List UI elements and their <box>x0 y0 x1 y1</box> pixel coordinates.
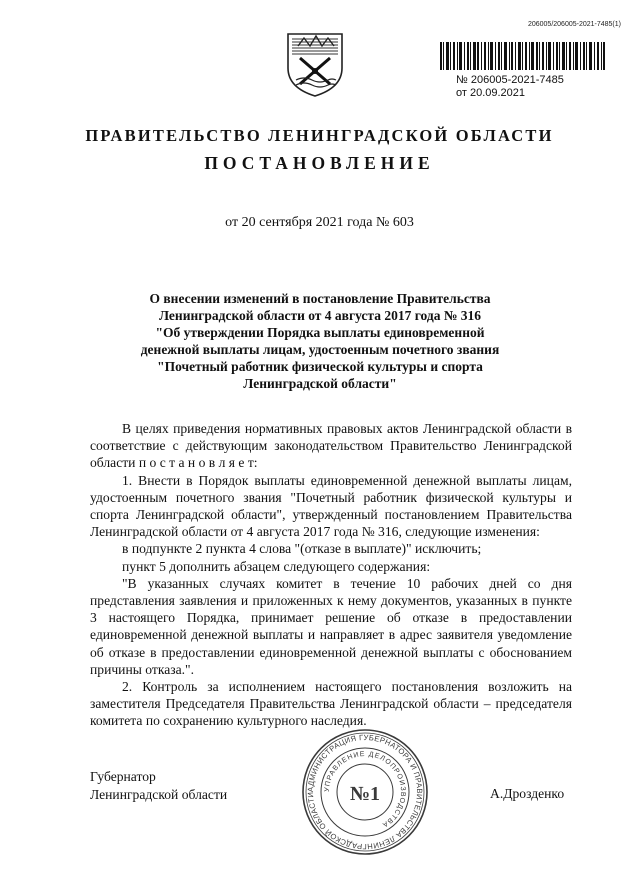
signatory-position-line: Ленинградской области <box>90 787 228 802</box>
signatory-position <box>90 768 227 804</box>
title-line: Ленинградской области" <box>243 376 397 391</box>
paragraph-preamble: В целях приведения нормативных правовых актов Ленинградской области в соответствие с действующим законодательством Правительство Ленинградской области п о с т а н о в л я е т: <box>90 421 572 471</box>
paragraph-quoted-text: "В указанных случаях комитет в течение 10 рабочих дней со дня представления заявления и приложенных к нему документов, указанных в пункте 3 настоящего Порядка, принимает решение об отказе в предоставлении единовременной денежной выплаты и направляет в адрес заявителя уведомление об отказе в предоставлении единовременной денежной выплаты с обоснованием причины отказа.". <box>90 575 572 677</box>
signatory-position-line: Губернатор <box>90 769 156 784</box>
paragraph-change-2: пункт 5 дополнить абзацем следующего содержания: <box>122 558 431 574</box>
title-line: денежной выплаты лицам, удостоенным почетного звания <box>140 342 500 357</box>
decree-date-number: от 20 сентября 2021 года № 603 <box>225 215 414 230</box>
decree-body <box>90 420 572 730</box>
signatory-name: А.Дрозденко <box>490 786 565 801</box>
paragraph-change-1: в подпункте 2 пункта 4 слова "(отказе в выплате)" исключить; <box>122 541 482 557</box>
decree-title <box>120 290 520 392</box>
issuing-authority: ПРАВИТЕЛЬСТВО ЛЕНИНГРАДСКОЙ ОБЛАСТИ <box>85 126 554 145</box>
registration-info <box>456 74 564 100</box>
seal-number: №1 <box>349 783 381 805</box>
barcode-image <box>440 42 605 70</box>
seal-inner-text: УПРАВЛЕНИЕ ДЕЛОПРОИЗВОДСТВА <box>323 750 407 829</box>
seal-ring-text: АДМИНИСТРАЦИЯ ГУБЕРНАТОРА И ПРАВИТЕЛЬСТВА ЛЕНИНГРАДСКОЙ ОБЛАСТИ <box>305 732 425 852</box>
coat-of-arms-emblem <box>284 30 346 98</box>
document-id: 206005/206005-2021-7485(1) <box>527 21 621 28</box>
title-line: Ленинградской области от 4 августа 2017 года № 316 <box>158 308 482 323</box>
paragraph-item-1: 1. Внести в Порядок выплаты единовременной денежной выплаты лицам, удостоенным почетного звания "Почетный работник физической культуры и спорта Ленинградской области", утвержденный постановлением Правительства Ленинградской области от 4 августа 2017 года № 316, следующие изменения: <box>90 472 572 540</box>
title-line: "Почетный работник физической культуры и спорта <box>157 359 483 374</box>
title-line: "Об утверждении Порядка выплаты единовременной <box>155 325 485 340</box>
document-type: ПОСТАНОВЛЕНИЕ <box>204 153 435 173</box>
registration-date: от 20.09.2021 <box>456 87 526 99</box>
registration-number: № 206005-2021-7485 <box>456 74 564 86</box>
title-line: О внесении изменений в постановление Правительства <box>149 291 491 306</box>
official-seal-stamp <box>300 727 430 857</box>
paragraph-item-2: 2. Контроль за исполнением настоящего постановления возложить на заместителя Председателя Правительства Ленинградской области – председателя комитета по сохранению культурного наследия. <box>90 679 572 729</box>
